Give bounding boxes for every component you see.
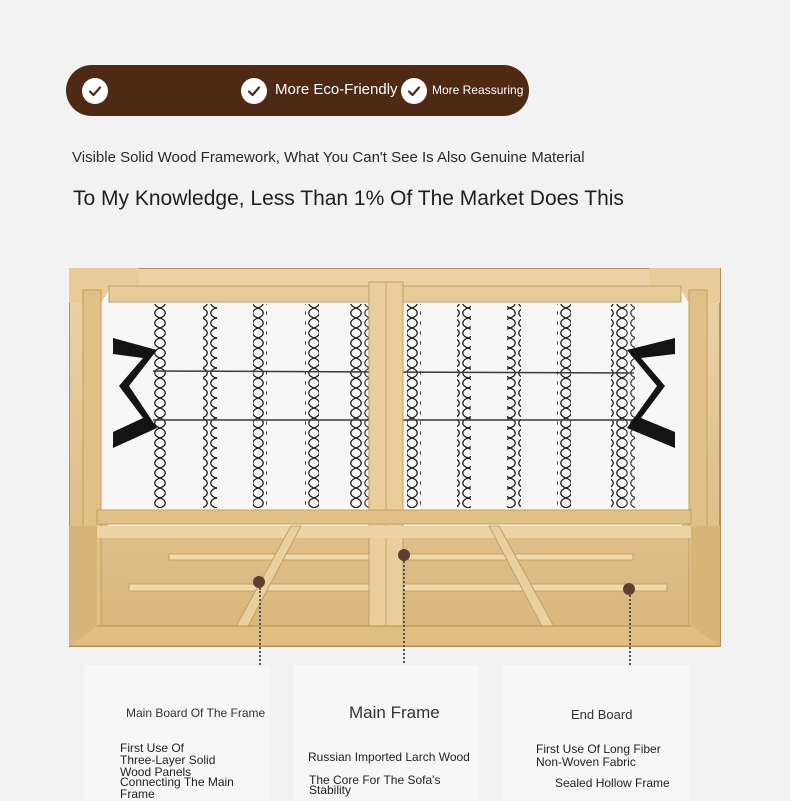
callout-text: Frame — [120, 787, 155, 801]
headline: To My Knowledge, Less Than 1% Of The Market Does This — [73, 187, 624, 210]
callout-text: First Use Of Long Fiber — [536, 742, 661, 756]
callout-pin — [253, 576, 265, 588]
feature-label-eco: More Eco-Friendly — [275, 81, 398, 98]
callout-text: Russian Imported Larch Wood — [308, 750, 470, 764]
callout-card-main-frame — [293, 665, 479, 800]
callout-text: First Use Of — [120, 741, 185, 755]
callout-text: Sealed Hollow Frame — [555, 776, 670, 790]
callout-text: Three-Layer Solid — [120, 753, 216, 767]
subheadline: Visible Solid Wood Framework, What You Can't See Is Also Genuine Material — [72, 149, 585, 166]
callout-card-main-board — [84, 665, 270, 800]
callout-title: Main Board Of The Frame — [126, 706, 266, 720]
check-icon — [82, 78, 108, 104]
callout-text: Stability — [309, 783, 352, 797]
feature-badge-bar — [66, 65, 529, 116]
callout-card-end-board — [502, 665, 690, 800]
callout-pin — [398, 549, 410, 561]
feature-label-reassuring: More Reassuring — [432, 83, 524, 97]
callout-text: The Core For The Sofa's — [309, 773, 441, 787]
callout-pin — [623, 583, 635, 595]
callout-text: Connecting The Main — [120, 775, 234, 789]
callout-text: Non-Woven Fabric — [536, 755, 636, 769]
check-icon — [401, 78, 427, 104]
callout-text: Wood Panels — [120, 765, 192, 779]
check-icon — [241, 78, 267, 104]
callout-title: Main Frame — [349, 703, 440, 722]
callout-title: End Board — [571, 707, 633, 722]
